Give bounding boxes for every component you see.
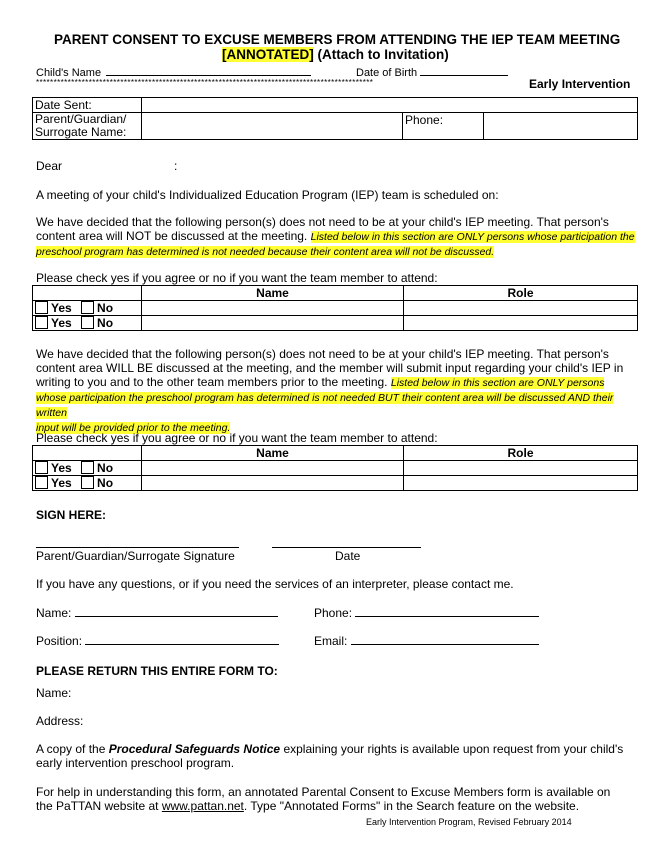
role-cell[interactable] [404, 476, 638, 491]
sign-heading: SIGN HERE: [36, 508, 107, 522]
annotated-tag: [ANNOTATED] [222, 47, 314, 62]
date-sent-label: Date Sent: [33, 98, 142, 113]
role-cell[interactable] [404, 316, 638, 331]
dob-line[interactable] [420, 64, 508, 76]
meeting-text: A meeting of your child's Individualized Education Program (IEP) team is scheduled on: [36, 188, 499, 202]
form-subtitle [222, 47, 449, 62]
form-title: PARENT CONSENT TO EXCUSE MEMBERS FROM ATTENDING THE IEP TEAM MEETING [54, 32, 621, 47]
dear-colon: : [174, 159, 178, 173]
child-name-label: Child's Name [36, 67, 102, 79]
section1-name-header: Name [142, 286, 404, 301]
name-cell[interactable] [142, 316, 404, 331]
contact-position-line[interactable] [85, 633, 279, 645]
section1-text: We have decided that the following person(s) does not need to be at your child's IEP meeting. That person's content area will NOT be discussed at the meeting. Listed below in this section are ONLY persons whose participation the preschool program has determined is not needed because their content area will not be discussed. [36, 215, 635, 258]
section2-check-text: Please check yes if you agree or no if you want the team member to attend: [36, 431, 438, 445]
contact-phone-row: Phone: [314, 605, 539, 620]
section2-text: We have decided that the following person(s) does not need to be at your child's IEP meeting. That person's content area WILL BE discussed at the meeting, and the member will submit input regarding your child's IEP in writing to you and to the other team members prior to the meeting. Listed below in this section are ONLY persons whose participation the preschool program has determined is not needed BUT their content area will be discussed AND their written input will be provided prior to the meeting. [36, 347, 624, 434]
no-checkbox[interactable] [81, 316, 94, 329]
attach-note: (Attach to Invitation) [313, 47, 449, 62]
phone-label: Phone: [403, 113, 484, 140]
parent-name-field[interactable] [142, 113, 403, 140]
section1-check-text: Please check yes if you agree or no if you want the team member to attend: [36, 271, 438, 285]
section1-table [32, 285, 638, 331]
dear-label: Dear [36, 159, 63, 173]
program-label: Early Intervention [529, 77, 631, 91]
contact-name-row: Name: [36, 605, 278, 620]
name-cell[interactable] [142, 461, 404, 476]
return-name-label: Name: [36, 686, 72, 700]
phone-field[interactable] [484, 113, 638, 140]
child-name-line[interactable] [106, 64, 311, 76]
contact-text: If you have any questions, or if you need the services of an interpreter, please contact me. [36, 577, 514, 591]
help-text: For help in understanding this form, an annotated Parental Consent to Excuse Members form is available on the PaTTAN website at www.pattan.net. Type "Annotated Forms" in the Search feature on the website. [36, 785, 611, 813]
date-line[interactable] [272, 547, 421, 548]
section2-name-header: Name [142, 446, 404, 461]
yes-checkbox[interactable] [35, 301, 48, 314]
table-row: Yes No [33, 476, 638, 491]
signature-line[interactable] [36, 547, 239, 548]
no-checkbox[interactable] [81, 301, 94, 314]
no-checkbox[interactable] [81, 476, 94, 489]
return-heading: PLEASE RETURN THIS ENTIRE FORM TO: [36, 664, 278, 678]
safeguards-text: A copy of the Procedural Safeguards Notice explaining your rights is available upon request from your child's early intervention preschool program. [36, 742, 624, 770]
section2-table [32, 445, 638, 491]
pattan-link[interactable]: www.pattan.net [161, 799, 244, 813]
dob-label: Date of Birth [356, 67, 418, 79]
date-label: Date [335, 549, 361, 563]
role-cell[interactable] [404, 461, 638, 476]
table-row: Yes No [33, 301, 638, 316]
section2-role-header: Role [404, 446, 638, 461]
table-row: Yes No [33, 316, 638, 331]
name-cell[interactable] [142, 476, 404, 491]
yes-checkbox[interactable] [35, 461, 48, 474]
return-address-label: Address: [36, 714, 84, 728]
section1-role-header: Role [404, 286, 638, 301]
no-checkbox[interactable] [81, 461, 94, 474]
contact-name-line[interactable] [75, 605, 278, 617]
table-row: Yes No [33, 461, 638, 476]
safeguards-notice: Procedural Safeguards Notice [108, 742, 281, 756]
role-cell[interactable] [404, 301, 638, 316]
signature-label: Parent/Guardian/Surrogate Signature [36, 549, 235, 563]
dob-row [356, 64, 508, 79]
name-cell[interactable] [142, 301, 404, 316]
contact-position-row: Position: [36, 633, 279, 648]
parent-name-label: Parent/Guardian/ Surrogate Name: [33, 113, 142, 140]
info-table [32, 97, 638, 140]
star-divider: ************************************************************************************************ [36, 78, 374, 87]
footer-note: Early Intervention Program, Revised February 2014 [366, 817, 572, 827]
contact-email-line[interactable] [351, 633, 539, 645]
date-sent-field[interactable] [142, 98, 638, 113]
yes-checkbox[interactable] [35, 316, 48, 329]
yes-checkbox[interactable] [35, 476, 48, 489]
child-name-row [36, 64, 311, 79]
contact-phone-line[interactable] [355, 605, 539, 617]
contact-email-row: Email: [314, 633, 539, 648]
